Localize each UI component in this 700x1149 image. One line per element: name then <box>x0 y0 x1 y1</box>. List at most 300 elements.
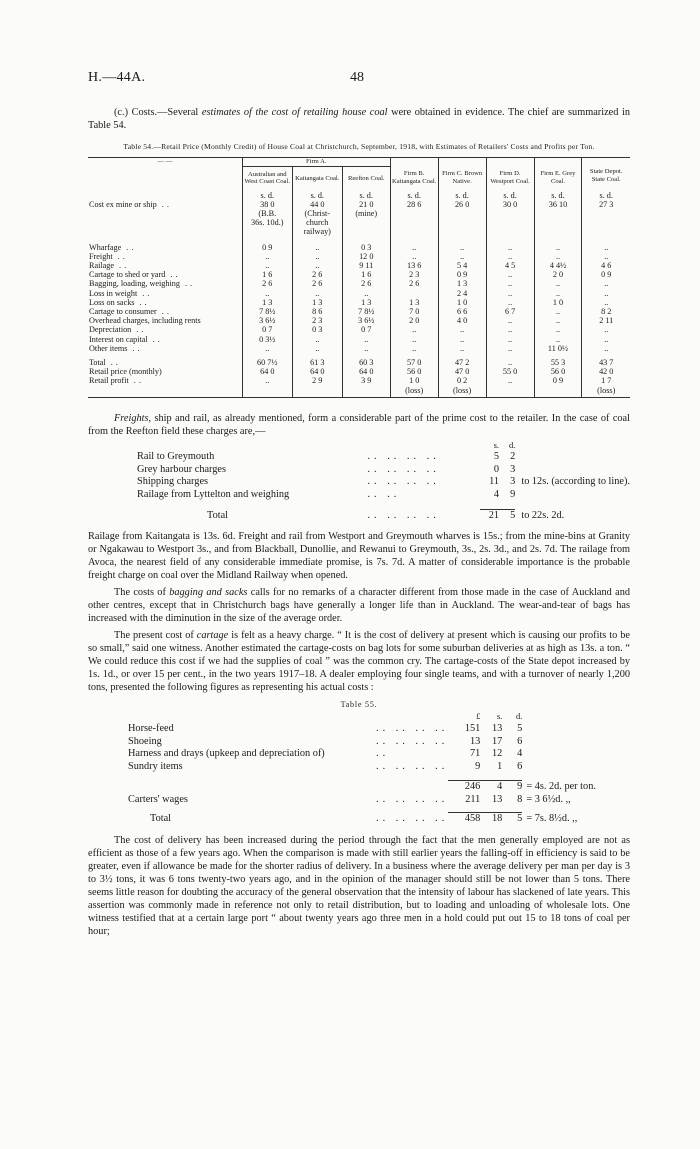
carters-pounds: 211 <box>465 793 481 805</box>
unit-label: s. d. <box>242 186 292 200</box>
freight-total-d: 5 <box>499 510 515 523</box>
leader-dots: .. .. .. .. <box>376 723 449 735</box>
row-label-text: Loss in weight <box>89 288 138 298</box>
table-cell: .. <box>242 344 292 353</box>
row-leader: .. <box>139 297 150 307</box>
row-label <box>88 270 242 279</box>
freight-item-row <box>137 451 630 464</box>
table-cell: .. <box>242 376 292 397</box>
table-cell: 7 8½ <box>342 307 390 316</box>
row-label <box>88 237 242 252</box>
column-header: Kaitangata Coal. <box>292 166 342 186</box>
pence-header: d. <box>508 439 516 450</box>
table-cell: 60 7½ <box>242 353 292 367</box>
table-cell: 3 6½ <box>342 316 390 325</box>
table-cell: .. <box>390 344 438 353</box>
row-label-text: Cost ex mine or ship <box>89 199 157 209</box>
column-header: State Depot. State Coal. <box>582 158 630 186</box>
intro-emphasis: estimates of the cost of retailing house coal <box>201 107 388 118</box>
row-leader: .. <box>152 334 163 344</box>
table-cell: .. <box>486 344 534 353</box>
table-54-row <box>88 325 630 334</box>
table-cell: .. <box>582 289 630 298</box>
table-cell: .. <box>534 279 582 288</box>
row-leader: .. <box>110 357 121 367</box>
column-header: Reefton Coal. <box>342 166 390 186</box>
intro-label: (c.) Costs. <box>114 107 158 118</box>
table-54-row <box>88 200 630 237</box>
table-cell: 1 3 <box>242 298 292 307</box>
table-cell: 2 4 <box>438 289 486 298</box>
row-label-text: Bagging, loading, weighing <box>89 279 180 289</box>
table-cell: 2 6 <box>342 279 390 288</box>
carters-pence: 8 <box>517 793 523 805</box>
table-cell: 42 0 <box>582 367 630 376</box>
intro-rest: were obtained in evidence. The chief are summarized in Table 54. <box>88 107 630 131</box>
item-pounds: 13 <box>470 735 481 747</box>
table-cell: 2 6 <box>390 279 438 288</box>
table-55-item-label: Shoeing <box>128 735 162 747</box>
shillings-header: s. <box>496 711 503 721</box>
table-55-item-label: Horse-feed <box>128 723 174 735</box>
table-cell: 28 6 <box>390 200 438 237</box>
table-cell: 0 3½ <box>242 335 292 344</box>
freight-item-note <box>515 489 630 502</box>
table-54-row <box>88 289 630 298</box>
item-pounds: 9 <box>475 760 481 772</box>
row-label-text: Overhead charges, including rents <box>89 316 201 326</box>
table-cell: .. <box>438 252 486 261</box>
freight-item-s: 11 <box>489 476 500 488</box>
railage-paragraph: Railage from Kaitangata is 13s. 6d. Freight and rail from Westport and Greymouth wharves is 15s.; from the mine-bins at Granity or Ngakawau to Westport 3s., and from Blackball, Dunollie, and Rewanui to Greymouth, 3s., 2s. 3d., and 2s. 7d. The railage from Avoca, the nearest field of any considerable immediate promise, is 7s. 7d. A matter of considerable importance is the probable freight charge on coal over the Midland Railway when opened. <box>88 530 630 581</box>
table-cell: .. <box>534 289 582 298</box>
row-leader: .. <box>126 242 137 252</box>
table-cell: 56 0 <box>390 367 438 376</box>
carters-label: Carters' wages <box>128 793 188 805</box>
table-55 <box>128 711 596 826</box>
table-cell: 2 6 <box>292 270 342 279</box>
table-54-row <box>88 344 630 353</box>
table-cell: 64 0 <box>242 367 292 376</box>
cartage-paragraph <box>88 629 630 694</box>
unit-label: s. d. <box>582 186 630 200</box>
table-cell: 36 10 <box>534 200 582 237</box>
item-pence: 6 <box>517 735 523 747</box>
table-cell: 1 6 <box>342 270 390 279</box>
table-cell: 0 9 <box>582 270 630 279</box>
table-cell: 4 5 <box>486 261 534 270</box>
row-leader: .. <box>117 251 128 261</box>
row-label-text: Cartage to consumer <box>89 306 157 316</box>
freight-item-row <box>137 464 630 477</box>
row-label-text: Cartage to shed or yard <box>89 270 166 280</box>
table-cell: 1 7 (loss) <box>582 376 630 397</box>
item-shillings: 1 <box>497 760 503 772</box>
leader-dots: .. <box>376 748 390 760</box>
table-cell: 4 6 <box>582 261 630 270</box>
table-cell: 7 0 <box>390 307 438 316</box>
cartage-post: is felt as a heavy charge. “ It is the cost of delivery at present which is causing our profits to be so small,” said one witness. Another estimated the cartage-costs on bag lots for some suburban deliveries at as high as 13s. a ton. “ We could reduce this cost if we had the supplies of coal ” was the common cry. The cartage-costs of the State depot increased by 1s. 1d., or over 15 per cent., in the two years 1917–18. A dealer employing four single teams, and with a turnover of nearly 1,200 tons, presented the following figures as representing his actual costs : <box>88 629 630 693</box>
row-label <box>88 307 242 316</box>
table-cell: .. <box>438 325 486 334</box>
table-cell: 11 0½ <box>534 344 582 353</box>
column-header: Firm E. Grey Coal. <box>534 158 582 186</box>
table-54-stub-header: — — <box>88 158 242 186</box>
table-cell: 55 3 <box>534 353 582 367</box>
table-cell: 7 8½ <box>242 307 292 316</box>
table-cell: 2 6 <box>292 279 342 288</box>
freights-text: ship and rail, as already mentioned, form a considerable part of the prime cost to the retailer. In the case of coal from the Reefton field these charges are,— <box>88 412 630 437</box>
table-cell: 0 9 <box>438 270 486 279</box>
table-54-row <box>88 316 630 325</box>
table-cell: 6 7 <box>486 307 534 316</box>
table-cell: .. <box>486 279 534 288</box>
table-cell: .. <box>342 335 390 344</box>
freight-item-note: to 12s. (according to line). <box>521 476 630 488</box>
table-cell: 1 0 <box>534 298 582 307</box>
table-cell: 0 7 <box>342 325 390 334</box>
table-cell: 0 9 <box>534 376 582 397</box>
item-shillings: 17 <box>492 735 503 747</box>
table-cell: 26 0 <box>438 200 486 237</box>
item-shillings: 12 <box>492 748 503 760</box>
table-cell: 64 0 <box>292 367 342 376</box>
table-cell: 2 3 <box>292 316 342 325</box>
freight-total-label: Total <box>207 509 229 521</box>
intro-paragraph <box>88 106 630 132</box>
table-cell: .. <box>292 335 342 344</box>
unit-label: s. d. <box>390 186 438 200</box>
table-cell: 2 9 <box>292 376 342 397</box>
subtotal-pence: 9 <box>502 781 522 794</box>
table-cell: .. <box>582 279 630 288</box>
table-cell: .. <box>292 344 342 353</box>
row-label <box>88 261 242 270</box>
table-cell: 0 2 (loss) <box>438 376 486 397</box>
table-cell: 44 0 (Christ- church railway) <box>292 200 342 237</box>
table-54-row <box>88 261 630 270</box>
item-note <box>522 723 596 736</box>
table-cell: 13 6 <box>390 261 438 270</box>
freight-item-s: 4 <box>493 488 500 500</box>
table-cell: 1 3 <box>438 279 486 288</box>
table-54-total-row <box>88 367 630 376</box>
table-55-row <box>128 736 596 749</box>
table-cell: .. <box>390 335 438 344</box>
row-label <box>88 279 242 288</box>
table-54-caption: Table 54.—Retail Price (Monthly Credit) of House Coal at Christchurch, September, 1918, with Estimates of Retailers' Costs and Profits per Ton. <box>123 142 595 151</box>
row-leader: .. <box>161 199 172 209</box>
item-note <box>522 761 596 774</box>
row-label <box>88 289 242 298</box>
item-pence: 4 <box>517 748 523 760</box>
table-cell: .. <box>486 325 534 334</box>
table-54-row <box>88 279 630 288</box>
item-pence: 5 <box>517 723 523 735</box>
table-cell: 1 3 <box>390 298 438 307</box>
table-55-row <box>128 723 596 736</box>
table-cell: .. <box>582 344 630 353</box>
item-note <box>522 736 596 749</box>
table-cell: .. <box>438 344 486 353</box>
table-54 <box>88 157 630 398</box>
freight-item-label: Railage from Lyttelton and weighing <box>137 488 290 500</box>
table-cell: .. <box>438 237 486 252</box>
row-label-text: Freight <box>89 251 113 261</box>
cartage-pre: The present cost of <box>114 629 197 641</box>
table-55-item-label: Harness and drays (upkeep and depreciation of) <box>128 748 325 760</box>
table-cell: .. <box>582 252 630 261</box>
leader-dots: .. .. .. .. <box>376 760 449 772</box>
table-cell: 27 3 <box>582 200 630 237</box>
carters-shillings: 13 <box>492 793 503 805</box>
subtotal-shillings: 4 <box>480 781 502 794</box>
table-cell: 6 6 <box>438 307 486 316</box>
table-cell: .. <box>486 270 534 279</box>
freight-item-note <box>515 451 630 464</box>
shillings-header: s. <box>493 439 500 450</box>
table-cell: .. <box>242 261 292 270</box>
table-cell: 4 0 <box>438 316 486 325</box>
table-cell: .. <box>534 316 582 325</box>
table-cell: 2 6 <box>242 279 292 288</box>
table-54-total-row <box>88 376 630 397</box>
table-cell: .. <box>582 298 630 307</box>
subtotal-note: = 4s. 2d. per ton. <box>526 780 596 792</box>
leader-dots: .. .. .. .. <box>367 476 440 488</box>
freight-item-row <box>137 476 630 489</box>
unit-label: s. d. <box>486 186 534 200</box>
row-leader: .. <box>184 279 196 289</box>
column-header: Firm C. Brown Native. <box>438 158 486 186</box>
pence-header: d. <box>516 711 523 721</box>
table-cell: 1 3 <box>342 298 390 307</box>
unit-label: s. d. <box>342 186 390 200</box>
table-cell: 3 9 <box>342 376 390 397</box>
leader-dots: .. .. .. .. <box>367 463 440 475</box>
table-cell: .. <box>242 289 292 298</box>
unit-label: s. d. <box>292 186 342 200</box>
total-note: = 7s. 8½d. ,, <box>526 812 578 824</box>
subtotal-pounds: 246 <box>448 781 480 794</box>
freight-total-s: 21 <box>480 510 499 523</box>
item-pounds: 151 <box>464 723 481 735</box>
table-cell: 5 4 <box>438 261 486 270</box>
row-label-text: Other items <box>89 343 128 353</box>
table-cell: .. <box>292 261 342 270</box>
freight-total-note: to 22s. 2d. <box>521 509 565 521</box>
freight-item-d: 9 <box>510 488 516 500</box>
table-cell: 64 0 <box>342 367 390 376</box>
table-55-head-row <box>128 711 596 724</box>
table-54-total-row <box>88 353 630 367</box>
table-cell: 38 0 (B.B. 36s. 10d.) <box>242 200 292 237</box>
table-cell: .. <box>242 252 292 261</box>
document-page <box>88 70 630 938</box>
freight-charges-table <box>137 439 630 523</box>
freight-item-d: 3 <box>510 463 516 475</box>
table-cell: 57 0 <box>390 353 438 367</box>
column-header: Firm B. Kaitangata Coal. <box>390 158 438 186</box>
carters-note: = 3 6½d. ,, <box>526 793 571 805</box>
row-label-text: Interest on capital <box>89 334 148 344</box>
table-55-carters-row: Carters' wages .. .. .. .. 211 13 8 = 3 6½d. ,, <box>128 794 596 807</box>
item-note <box>522 748 596 761</box>
table-cell: .. <box>486 316 534 325</box>
table-cell: .. <box>534 325 582 334</box>
table-54-units-row <box>88 186 630 200</box>
freight-item-d: 2 <box>510 451 516 463</box>
total-pounds: 458 <box>448 813 480 826</box>
table-cell: 2 0 <box>390 316 438 325</box>
freight-item-note <box>515 464 630 477</box>
row-label <box>88 325 242 334</box>
table-cell: 0 3 <box>342 237 390 252</box>
table-cell: 21 0 (mine) <box>342 200 390 237</box>
table-cell: .. <box>486 353 534 367</box>
row-leader: .. <box>132 343 143 353</box>
freight-items <box>137 451 630 501</box>
table-cell: .. <box>486 298 534 307</box>
table-54-row <box>88 237 630 252</box>
table-cell: .. <box>486 252 534 261</box>
freight-total-row: Total .. .. .. .. 21 5 to 22s. 2d. <box>137 510 630 523</box>
table-cell: .. <box>390 325 438 334</box>
freight-item-s: 5 <box>493 451 500 463</box>
table-cell: .. <box>582 325 630 334</box>
row-label <box>88 252 242 261</box>
table-cell: 43 7 <box>582 353 630 367</box>
page-number: 48 <box>350 70 364 85</box>
row-label-text: Retail price (monthly) <box>89 367 162 377</box>
table-55-total-row: Total .. .. .. .. 458 18 5 = 7s. 8½d. ,, <box>128 813 596 826</box>
row-leader: .. <box>133 376 144 386</box>
freight-item-row <box>137 489 630 502</box>
total-pence: 5 <box>502 813 522 826</box>
table-cell: .. <box>390 252 438 261</box>
row-label <box>88 367 242 376</box>
table-cell: 1 3 <box>292 298 342 307</box>
row-label <box>88 316 242 325</box>
row-label-text: Depreciation <box>89 325 132 335</box>
unit-label: s. d. <box>534 186 582 200</box>
table-cell: 8 6 <box>292 307 342 316</box>
item-shillings: 13 <box>492 723 503 735</box>
table-cell: 47 2 <box>438 353 486 367</box>
bagging-paragraph <box>88 586 630 625</box>
table-cell: .. <box>292 237 342 252</box>
table-cell: 0 3 <box>292 325 342 334</box>
table-54-row <box>88 335 630 344</box>
table-cell: .. <box>438 335 486 344</box>
table-54-header-row-1 <box>88 158 630 167</box>
table-cell: .. <box>534 307 582 316</box>
table-cell: .. <box>342 289 390 298</box>
table-cell: .. <box>486 376 534 397</box>
freights-emphasis: Freights, <box>114 412 152 424</box>
table-55-row <box>128 748 596 761</box>
table-cell: 0 9 <box>242 237 292 252</box>
row-label <box>88 298 242 307</box>
freight-item-label: Rail to Greymouth <box>137 451 215 463</box>
table-55-subtotal-row <box>128 781 596 794</box>
firm-a-label: Firm A. <box>242 158 390 167</box>
table-cell: .. <box>582 237 630 252</box>
item-pence: 6 <box>517 760 523 772</box>
table-cell: 2 11 <box>582 316 630 325</box>
freight-item-label: Shipping charges <box>137 476 209 488</box>
row-label-text: Wharfage <box>89 242 122 252</box>
table-54-row <box>88 307 630 316</box>
table-cell: 8 2 <box>582 307 630 316</box>
item-pounds: 71 <box>470 748 481 760</box>
row-leader: .. <box>161 306 172 316</box>
column-header: Firm D. Westport Coal. <box>486 158 534 186</box>
pounds-header: £ <box>476 711 481 721</box>
table-cell: .. <box>390 237 438 252</box>
freight-item-s: 0 <box>493 463 500 475</box>
page-header <box>88 70 630 92</box>
leader-dots: .. .. <box>367 488 401 500</box>
row-leader: .. <box>136 325 147 335</box>
cartage-emphasis: cartage <box>196 629 229 641</box>
freights-paragraph <box>88 412 630 438</box>
bagging-emphasis: bagging and sacks <box>169 586 248 598</box>
table-cell: 12 0 <box>342 252 390 261</box>
table-cell: .. <box>486 237 534 252</box>
unit-label: s. d. <box>438 186 486 200</box>
table-cell: .. <box>582 335 630 344</box>
row-label-text: Loss on sacks <box>89 297 135 307</box>
row-label <box>88 353 242 367</box>
table-54-row <box>88 252 630 261</box>
table-cell: 3 6½ <box>242 316 292 325</box>
bagging-post: calls for no remarks of a character different from those made in the case of Auckland and other centres, except that in Christchurch bags have generally a longer life than in Auckland. The wear-and-tear of bags has increased with the diminution in the size of the average order. <box>88 586 630 624</box>
row-label <box>88 335 242 344</box>
table-cell: .. <box>292 252 342 261</box>
table-cell: .. <box>534 237 582 252</box>
row-leader: .. <box>119 260 130 270</box>
table-cell: .. <box>534 252 582 261</box>
row-label <box>88 344 242 353</box>
table-55-items <box>128 723 596 773</box>
column-header: Australian and West Coast Coal. <box>242 166 292 186</box>
table-cell: .. <box>534 335 582 344</box>
table-cell: .. <box>342 344 390 353</box>
freight-item-label: Grey harbour charges <box>137 463 227 475</box>
table-cell: 55 0 <box>486 367 534 376</box>
bagging-pre: The costs of <box>114 586 170 598</box>
row-leader: .. <box>170 270 181 280</box>
table-cell: 1 0 (loss) <box>390 376 438 397</box>
table-cell: .. <box>486 289 534 298</box>
units-stub <box>88 186 242 200</box>
table-55-total-label: Total <box>150 812 172 824</box>
table-cell: 2 0 <box>534 270 582 279</box>
table-cell: 9 11 <box>342 261 390 270</box>
freight-item-d: 3 <box>510 476 516 488</box>
table-cell <box>390 289 438 298</box>
table-cell: 30 0 <box>486 200 534 237</box>
table-cell: 4 4½ <box>534 261 582 270</box>
table-54-row <box>88 298 630 307</box>
table-cell: 47 0 <box>438 367 486 376</box>
delivery-paragraph: The cost of delivery has been increased during the period through the fact that the men generally employed are not as efficient as those of a few years ago. When the comparison is made with still earlier years the falling-off in efficiency is said to be greater, even if allowance be made for the shorter radius of delivery. In a business where the average delivery per man per day is 3 to 3½ tons, it was 6 tons twenty-two years ago, and in the opinion of the manager should still be not lower than 5 tons. There seems little reason for doubting the accuracy of the general observation that the intensity of labour has slackened of late years. This assertion was commonly made in reference not only to retail distribution, but to loading and unloading of wholesale lots. One witness testified that at a certain large port “ about twenty years ago three men in a hold could put out 15 to 18 tons of coal per hour; <box>88 834 630 937</box>
freight-head-row <box>137 439 630 452</box>
table-54-body <box>88 186 630 398</box>
table-cell: 1 6 <box>242 270 292 279</box>
table-cell: .. <box>292 289 342 298</box>
